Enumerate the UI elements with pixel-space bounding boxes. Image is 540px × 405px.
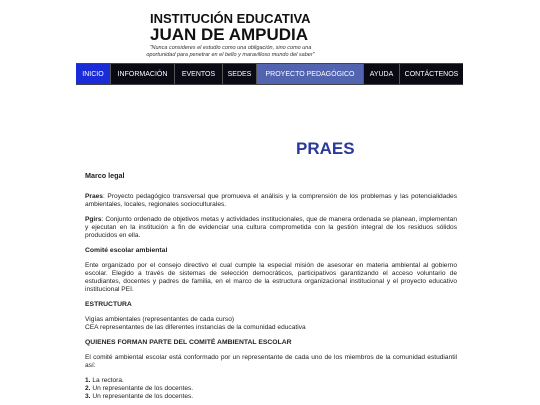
section-title-quienes: QUIENES FORMAN PARTE DEL COMITÉ AMBIENTAL ESCOLAR [85, 339, 292, 346]
quienes-text: El comité ambiental escolar está conformado por un representante de cada uno de los miembros de la comunidad estudiantil así: [85, 354, 457, 369]
pgirs-text: : Conjunto ordenado de objetivos metas y actividades institucionales, que de manera ordenada se planean, implementan y ejecutan en la institución a fin de evidenciar una cultura comprometida con la gestión integral de los residuos sólidos producidos en ella. [85, 216, 457, 239]
section-title-estructura: ESTRUCTURA [85, 301, 132, 308]
list-item: 2. Un representante de los docentes. [85, 385, 194, 392]
estructura-list [85, 316, 457, 332]
page-title: PRAES [296, 139, 355, 158]
nav-item-inicio[interactable]: INICIO [76, 64, 111, 84]
estructura-line-1: Vigías ambientales (representantes de cada curso) [85, 316, 235, 323]
motto-line-2: oportunidad para penetrar en el bello y maravilloso mundo del saber" [146, 51, 315, 58]
nav-item-informacion[interactable]: INFORMACIÓN [111, 64, 175, 84]
pgirs-term: Pgirs [85, 216, 102, 223]
praes-text: : Proyecto pedagógico transversal que promueva el análisis y la comprensión de los problemas y las potencialidades ambientales, locales, regionales socioculturales. [85, 193, 457, 208]
praes-definition [85, 193, 457, 209]
nav-item-contactenos[interactable]: CONTÁCTENOS [404, 70, 459, 78]
main-content [85, 172, 457, 401]
members-list [85, 377, 457, 401]
nav-item-eventos[interactable]: EVENTOS [175, 64, 223, 84]
nav-item-proyecto-pedagogico[interactable]: PROYECTO PEDAGÓGICO [257, 64, 364, 84]
nav-item-sedes[interactable]: SEDES [223, 64, 257, 84]
comite-text: Ente organizado por el consejo directivo el cual cumple la especial misión de asesorar en materia ambiental al gobierno escolar. Elegido a través de sistemas de selección democráticos, participativos garantizando el acceso voluntario de estudiantes, docentes y padres de familia, en el marco de la estructura organizacional institucional y el proyecto educativo institucional PEI. [85, 262, 457, 293]
main-nav [76, 63, 463, 85]
estructura-line-2: CEA representantes de las diferentes instancias de la comunidad educativa [85, 324, 306, 331]
motto [143, 45, 318, 58]
list-item: 1. La rectora. [85, 377, 124, 384]
nav-item-ayuda[interactable]: AYUDA [364, 64, 400, 84]
section-title-marco-legal: Marco legal [85, 171, 125, 180]
institution-name: JUAN DE AMPUDIA [150, 25, 309, 44]
list-item: 3. Un representante de los docentes. [85, 393, 194, 400]
section-title-comite: Comité escolar ambiental [85, 247, 168, 254]
pgirs-definition [85, 216, 457, 240]
motto-line-1: "Nunca consideres el estudio como una obligación, sino como una [149, 45, 312, 51]
praes-term: Praes [85, 193, 103, 200]
institution-type: INSTITUCIÓN EDUCATIVA [150, 11, 311, 26]
